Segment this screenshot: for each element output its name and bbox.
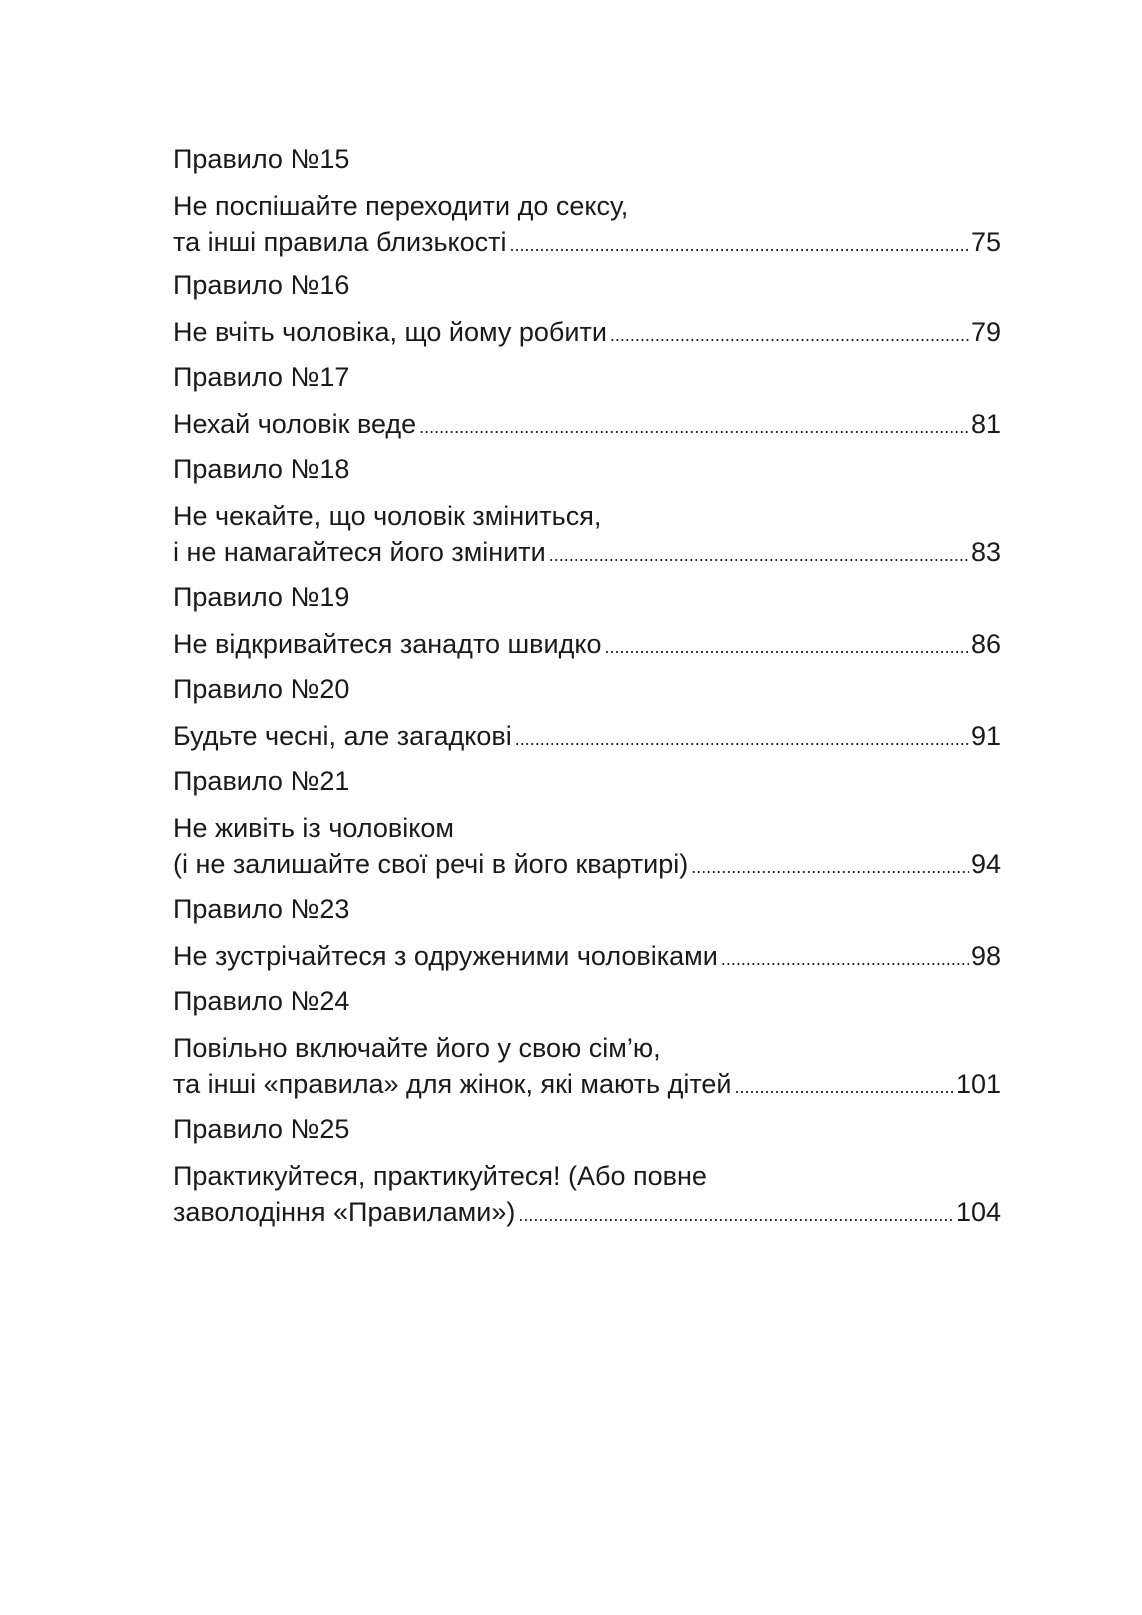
entry-title-last-line bbox=[173, 224, 1001, 260]
entry-title-last-line bbox=[173, 406, 1001, 442]
entry-title-line: Повільно включайте його у свою сім’ю, bbox=[173, 1033, 661, 1063]
toc-entry bbox=[173, 984, 1001, 1102]
dot-leader bbox=[518, 1197, 954, 1233]
toc-entry bbox=[173, 268, 1001, 350]
rule-heading: Правило №19 bbox=[173, 582, 350, 612]
dot-leader bbox=[734, 1069, 953, 1105]
rule-heading: Правило №17 bbox=[173, 362, 350, 392]
entry-title-last-line bbox=[173, 938, 1001, 974]
entry-title-text: Не зустрічайтеся з одруженими чоловіками bbox=[173, 941, 718, 971]
rule-heading: Правило №23 bbox=[173, 894, 350, 924]
entry-title-text: та інші правила близькості bbox=[173, 227, 507, 257]
dot-leader bbox=[721, 941, 969, 977]
page-number: 79 bbox=[970, 317, 1001, 347]
dot-leader bbox=[610, 317, 969, 353]
entry-title-text: і не намагайтеся його змінити bbox=[173, 537, 546, 567]
dot-leader bbox=[691, 849, 969, 885]
toc-entry bbox=[173, 452, 1001, 570]
page-number: 104 bbox=[955, 1197, 1001, 1227]
entry-title-text: заволодіння «Правилами») bbox=[173, 1197, 516, 1227]
page-number: 75 bbox=[970, 227, 1001, 257]
page-number: 86 bbox=[970, 629, 1001, 659]
toc-entry bbox=[173, 764, 1001, 882]
toc-entry bbox=[173, 1112, 1001, 1230]
entry-title-text: (і не залишайте свої речі в його квартирі) bbox=[173, 849, 689, 879]
page-number: 81 bbox=[970, 409, 1001, 439]
toc-entry bbox=[173, 672, 1001, 754]
table-of-contents bbox=[173, 142, 1001, 1238]
entry-title-line: Не живіть із чоловіком bbox=[173, 813, 454, 843]
entry-title-text: Не вчіть чоловіка, що йому робити bbox=[173, 317, 607, 347]
rule-heading: Правило №21 bbox=[173, 766, 350, 796]
dot-leader bbox=[515, 721, 969, 757]
rule-heading: Правило №25 bbox=[173, 1114, 350, 1144]
page-number: 83 bbox=[970, 537, 1001, 567]
dot-leader bbox=[605, 629, 969, 665]
rule-heading: Правило №18 bbox=[173, 454, 350, 484]
toc-entry bbox=[173, 580, 1001, 662]
entry-title-line: Практикуйтеся, практикуйтеся! (Або повне bbox=[173, 1161, 707, 1191]
page-number: 98 bbox=[970, 941, 1001, 971]
entry-title-last-line bbox=[173, 314, 1001, 350]
dot-leader bbox=[419, 409, 969, 445]
page-number: 94 bbox=[970, 849, 1001, 879]
toc-entry bbox=[173, 892, 1001, 974]
entry-title-last-line bbox=[173, 846, 1001, 882]
toc-entry bbox=[173, 360, 1001, 442]
entry-title-last-line bbox=[173, 1194, 1001, 1230]
entry-title-line: Не чекайте, що чоловік зміниться, bbox=[173, 501, 602, 531]
rule-heading: Правило №24 bbox=[173, 986, 350, 1016]
dot-leader bbox=[549, 537, 969, 573]
entry-title-last-line bbox=[173, 626, 1001, 662]
rule-heading: Правило №20 bbox=[173, 674, 350, 704]
page-number: 91 bbox=[970, 721, 1001, 751]
entry-title-line: Не поспішайте переходити до сексу, bbox=[173, 191, 629, 221]
entry-title-text: Будьте чесні, але загадкові bbox=[173, 721, 512, 751]
entry-title-text: Не відкривайтеся занадто швидко bbox=[173, 629, 602, 659]
page-number: 101 bbox=[955, 1069, 1001, 1099]
entry-title-last-line bbox=[173, 718, 1001, 754]
rule-heading: Правило №16 bbox=[173, 270, 350, 300]
entry-title-last-line bbox=[173, 534, 1001, 570]
entry-title-text: та інші «правила» для жінок, які мають дітей bbox=[173, 1069, 732, 1099]
rule-heading: Правило №15 bbox=[173, 144, 350, 174]
entry-title-last-line bbox=[173, 1066, 1001, 1102]
toc-entry bbox=[173, 142, 1001, 260]
entry-title-text: Нехай чоловік веде bbox=[173, 409, 417, 439]
dot-leader bbox=[510, 227, 969, 263]
